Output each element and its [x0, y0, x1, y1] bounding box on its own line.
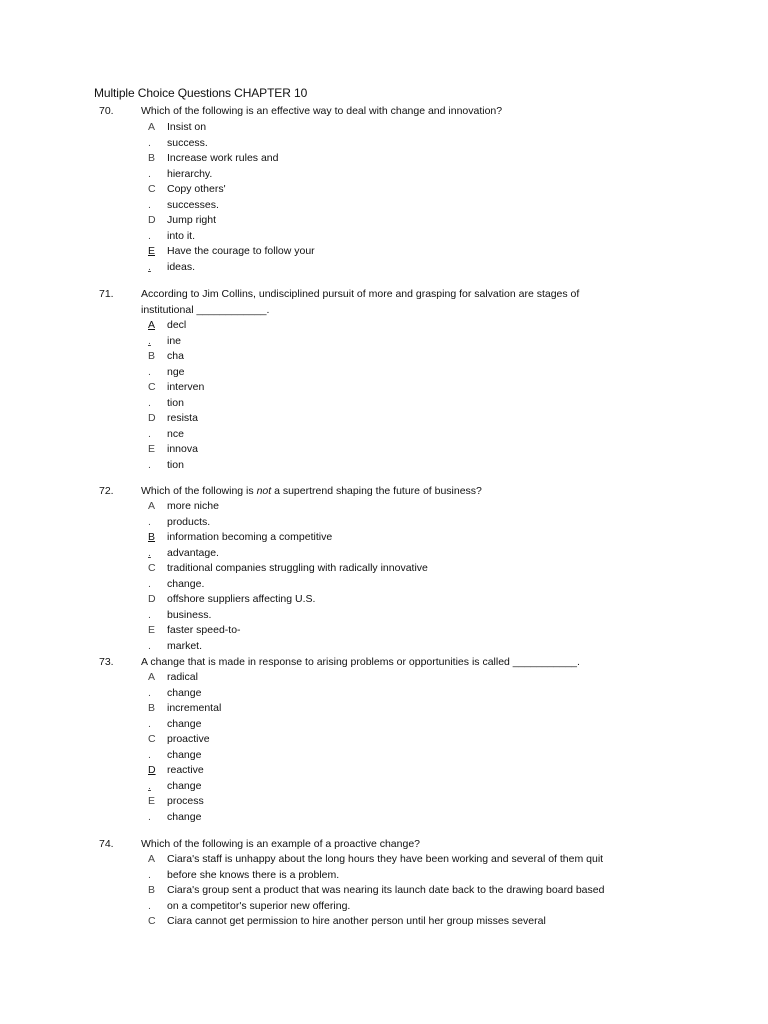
- option-continuation-dot: .: [148, 868, 151, 881]
- option-text-line: process: [167, 795, 204, 807]
- option-letter: A: [148, 500, 156, 512]
- question-text: [141, 837, 661, 853]
- option-letter: C: [148, 733, 156, 745]
- option-letter: B: [148, 152, 156, 164]
- question-text-line: According to Jim Collins, undisciplined pursuit of more and grasping for salvation are stages of: [141, 288, 580, 300]
- option-letter: B: [148, 884, 156, 896]
- question-number: 72.: [99, 485, 114, 497]
- option-letter: A: [148, 121, 156, 133]
- question-text-emphasis: not: [256, 485, 272, 497]
- option-text-line: Jump right: [167, 214, 217, 226]
- option-continuation-dot: .: [148, 136, 151, 149]
- option-continuation-dot: .: [148, 639, 151, 652]
- option-text-line: Have the courage to follow your: [167, 245, 315, 257]
- option-text-line: radical: [167, 671, 198, 683]
- option-letter: C: [148, 915, 156, 927]
- option-text-line: Ciara cannot get permission to hire another person until her group misses several: [167, 915, 546, 927]
- option-text-line: tion: [167, 458, 184, 471]
- option-text-line: change: [167, 779, 202, 792]
- option-text-line: change: [167, 686, 202, 699]
- option-text-line: offshore suppliers affecting U.S.: [167, 593, 316, 605]
- option-continuation-dot: .: [148, 229, 151, 242]
- option-continuation-dot: .: [148, 608, 151, 621]
- option-text-line: change: [167, 717, 202, 730]
- option-continuation-dot: .: [148, 779, 151, 792]
- option-text-line: more niche: [167, 500, 219, 512]
- option-text-line: interven: [167, 381, 205, 393]
- question-text-line: A change that is made in response to arising problems or opportunities is called ___________.: [141, 656, 580, 668]
- option-text-line: reactive: [167, 764, 204, 776]
- option-continuation-dot: .: [148, 748, 151, 761]
- option-continuation-dot: .: [148, 810, 151, 823]
- option-text-line: Copy others': [167, 183, 226, 195]
- option-text-line: nge: [167, 365, 185, 378]
- option-letter: C: [148, 381, 156, 393]
- option-text-line: products.: [167, 515, 211, 528]
- option-continuation-dot: .: [148, 577, 151, 590]
- option-text-line: traditional companies struggling with radically innovative: [167, 562, 428, 574]
- option-letter: C: [148, 562, 156, 574]
- option-text-line: change: [167, 810, 202, 823]
- option-continuation-dot: .: [148, 167, 151, 180]
- option-letter: B: [148, 531, 156, 543]
- option-letter: B: [148, 702, 156, 714]
- option-continuation-dot: .: [148, 899, 151, 912]
- option-text-line: ine: [167, 334, 182, 347]
- option-letter: B: [148, 350, 156, 362]
- option-letter: D: [148, 764, 156, 776]
- option-text-line: resista: [167, 412, 198, 424]
- option-text-line: Insist on: [167, 121, 207, 133]
- option-letter: E: [148, 245, 156, 257]
- option-text-line: market.: [167, 639, 203, 652]
- option-letter: A: [148, 671, 156, 683]
- option-continuation-dot: .: [148, 515, 151, 528]
- question-number: 74.: [99, 838, 114, 850]
- question-text-end: a supertrend shaping the future of business?: [271, 485, 482, 497]
- option-letter: D: [148, 412, 156, 424]
- question-number: 71.: [99, 288, 114, 300]
- option-text-line: successes.: [167, 198, 219, 211]
- option-text-line: hierarchy.: [167, 167, 213, 180]
- question-text: [141, 287, 661, 318]
- option-continuation-dot: .: [148, 396, 151, 409]
- question-number: 70.: [99, 105, 114, 117]
- option-continuation-dot: .: [148, 686, 151, 699]
- question-text: [141, 655, 661, 671]
- option-text-line: tion: [167, 396, 184, 409]
- option-text-line: nce: [167, 427, 184, 440]
- option-continuation-dot: .: [148, 334, 151, 347]
- option-letter: C: [148, 183, 156, 195]
- question-text-line: Which of the following is an effective way to deal with change and innovation?: [141, 105, 503, 117]
- option-continuation-dot: .: [148, 717, 151, 730]
- option-text-line: on a competitor's superior new offering.: [167, 899, 351, 912]
- option-text-line: incremental: [167, 702, 222, 714]
- option-continuation-dot: .: [148, 546, 151, 559]
- option-text-line: decl: [167, 319, 187, 331]
- option-letter: A: [148, 319, 156, 331]
- option-continuation-dot: .: [148, 427, 151, 440]
- option-text-line: Ciara's staff is unhappy about the long hours they have been working and several of them quit: [167, 853, 604, 865]
- option-continuation-dot: .: [148, 260, 151, 273]
- question-text: [141, 484, 661, 500]
- option-text-line: Increase work rules and: [167, 152, 279, 164]
- option-text-line: advantage.: [167, 546, 219, 559]
- option-text-line: before she knows there is a problem.: [167, 868, 340, 881]
- option-text-line: change.: [167, 577, 205, 590]
- option-letter: D: [148, 214, 156, 226]
- option-letter: E: [148, 443, 156, 455]
- question-text-line: Which of the following is an example of a proactive change?: [141, 838, 420, 850]
- option-text-line: change: [167, 748, 202, 761]
- option-letter: E: [148, 624, 156, 636]
- option-text-line: into it.: [167, 229, 196, 242]
- option-text-line: cha: [167, 350, 184, 362]
- option-letter: A: [148, 853, 156, 865]
- option-text-line: business.: [167, 608, 212, 621]
- option-text-line: innova: [167, 443, 198, 455]
- option-continuation-dot: .: [148, 458, 151, 471]
- option-text-line: faster speed-to-: [167, 624, 241, 636]
- question-text-line: [141, 484, 661, 500]
- option-letter: D: [148, 593, 156, 605]
- option-text-line: Ciara's group sent a product that was nearing its launch date back to the drawing board based: [167, 884, 605, 896]
- option-letter: E: [148, 795, 156, 807]
- option-text-line: proactive: [167, 733, 210, 745]
- question-text: [141, 104, 661, 120]
- option-text-line: success.: [167, 136, 208, 149]
- question-text-start: Which of the following is: [141, 485, 257, 497]
- page-title: Multiple Choice Questions CHAPTER 10: [94, 86, 308, 100]
- option-text-line: ideas.: [167, 260, 196, 273]
- question-text-line: institutional ____________.: [141, 303, 270, 316]
- option-continuation-dot: .: [148, 198, 151, 211]
- option-text-line: information becoming a competitive: [167, 531, 333, 543]
- option-continuation-dot: .: [148, 365, 151, 378]
- question-number: 73.: [99, 656, 114, 668]
